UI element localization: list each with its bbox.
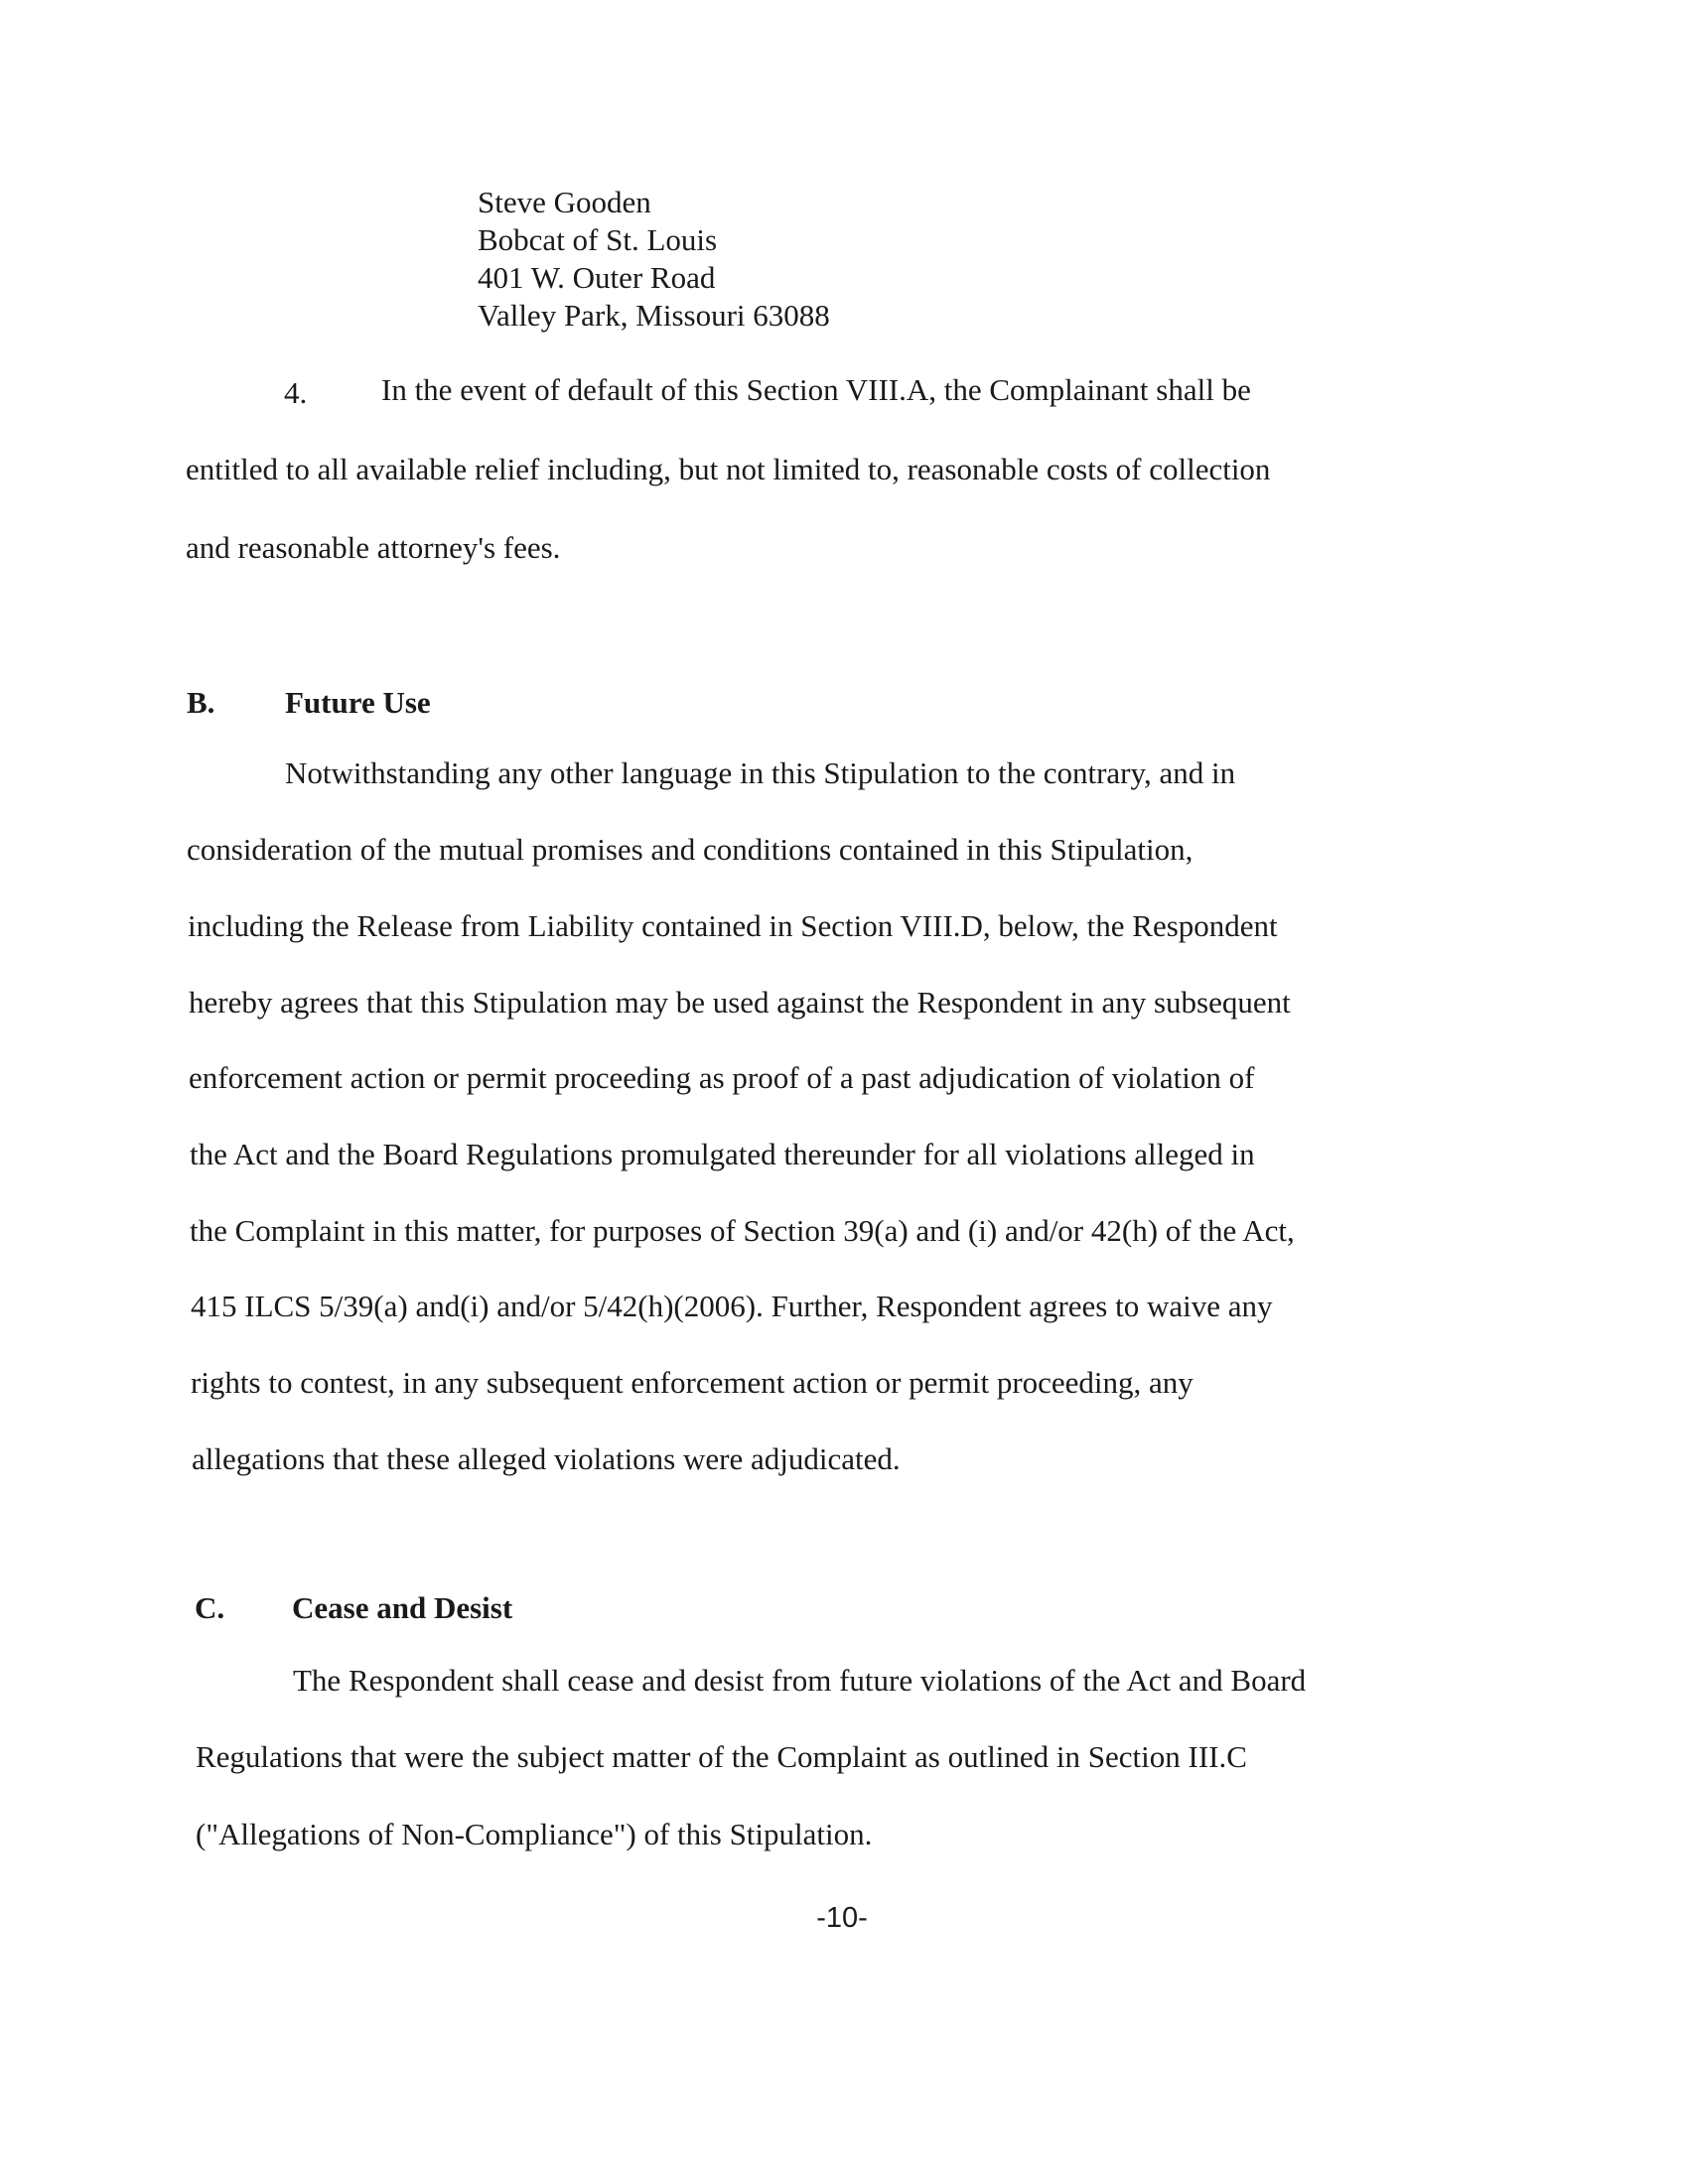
page-number: -10- xyxy=(816,1902,868,1934)
section-title: Future Use xyxy=(285,685,431,720)
section-b-heading xyxy=(187,685,584,725)
address-line: Bobcat of St. Louis xyxy=(478,222,718,257)
paragraph-line: the Complaint in this matter, for purposes of Section 39(a) and (i) and/or 42(h) of the Act, xyxy=(190,1213,1295,1248)
address-line: 401 W. Outer Road xyxy=(478,260,716,295)
paragraph-line: the Act and the Board Regulations promulgated thereunder for all violations alleged in xyxy=(190,1137,1255,1171)
paragraph-line: allegations that these alleged violations were adjudicated. xyxy=(192,1441,901,1476)
paragraph-number: 4. xyxy=(284,375,308,410)
paragraph-line: including the Release from Liability contained in Section VIII.D, below, the Respondent xyxy=(188,908,1278,943)
paragraph-line: and reasonable attorney's fees. xyxy=(186,530,561,565)
section-c-heading xyxy=(195,1590,691,1630)
paragraph-line: rights to contest, in any subsequent enforcement action or permit proceeding, any xyxy=(191,1365,1193,1400)
paragraph-line: entitled to all available relief including, but not limited to, reasonable costs of collection xyxy=(186,452,1271,486)
paragraph-line: consideration of the mutual promises and conditions contained in this Stipulation, xyxy=(187,832,1193,867)
address-line: Steve Gooden xyxy=(478,185,651,219)
paragraph-line: hereby agrees that this Stipulation may be used against the Respondent in any subsequent xyxy=(189,985,1291,1020)
paragraph-line: Regulations that were the subject matter of the Complaint as outlined in Section III.C xyxy=(196,1739,1247,1774)
paragraph-line: 415 ILCS 5/39(a) and(i) and/or 5/42(h)(2006). Further, Respondent agrees to waive any xyxy=(191,1289,1273,1323)
paragraph-line: In the event of default of this Section VIII.A, the Complainant shall be xyxy=(381,372,1251,407)
paragraph-line: enforcement action or permit proceeding as proof of a past adjudication of violation of xyxy=(189,1060,1255,1095)
address-block xyxy=(478,184,830,335)
section-title: Cease and Desist xyxy=(292,1590,513,1625)
section-letter: C. xyxy=(195,1590,225,1625)
address-line: Valley Park, Missouri 63088 xyxy=(478,298,830,333)
paragraph-line: ("Allegations of Non-Compliance") of this Stipulation. xyxy=(196,1817,873,1851)
paragraph-line: The Respondent shall cease and desist from future violations of the Act and Board xyxy=(293,1663,1307,1698)
section-letter: B. xyxy=(187,685,215,720)
paragraph-line: Notwithstanding any other language in this Stipulation to the contrary, and in xyxy=(285,755,1236,790)
